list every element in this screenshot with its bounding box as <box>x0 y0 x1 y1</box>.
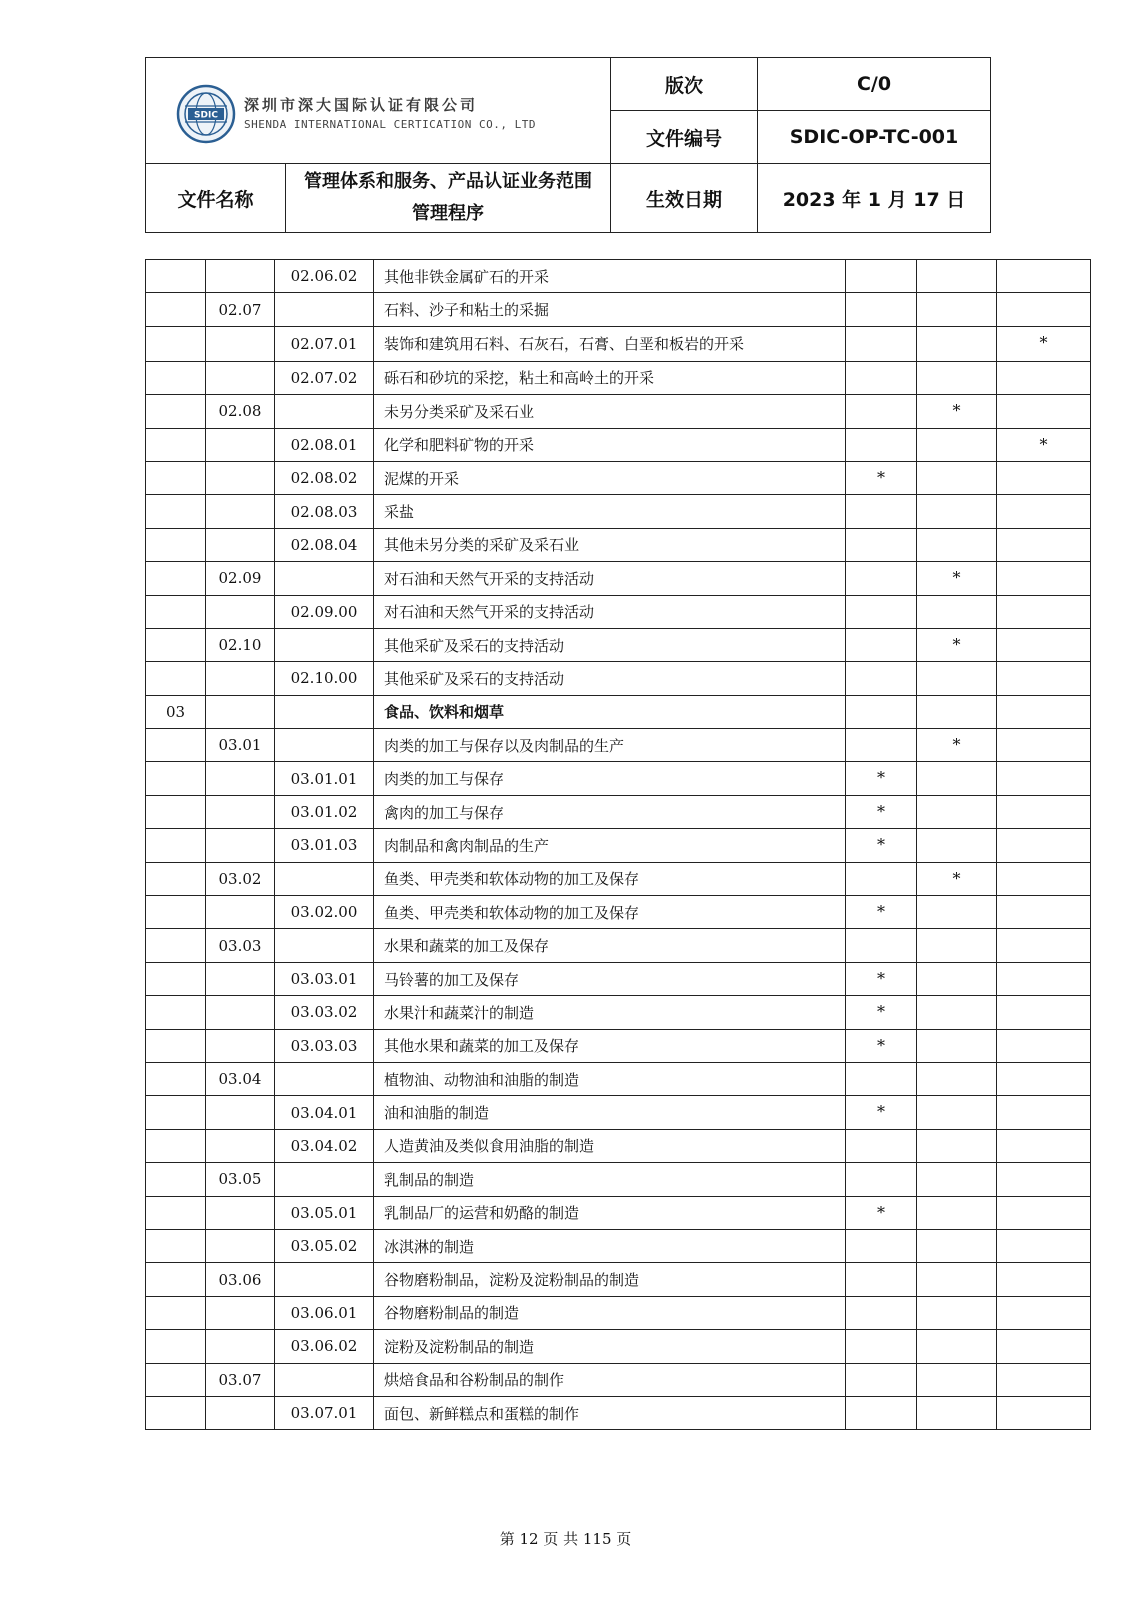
scope-description: 其他未另分类的采矿及采石业 <box>374 528 846 561</box>
scope-description: 冰淇淋的制造 <box>374 1229 846 1262</box>
mark-col-2 <box>917 326 997 361</box>
mark-col-2 <box>917 361 997 394</box>
level2-code <box>206 1296 275 1329</box>
scope-description: 鱼类、甲壳类和软体动物的加工及保存 <box>374 896 846 929</box>
mark-col-3 <box>997 795 1091 828</box>
level1-code <box>146 326 206 361</box>
mark-col-3 <box>997 528 1091 561</box>
level3-code: 03.02.00 <box>275 896 374 929</box>
scope-description: 砾石和砂坑的采挖，粘土和高岭土的开采 <box>374 361 846 394</box>
table-row <box>146 829 1091 862</box>
level2-code <box>206 795 275 828</box>
mark-col-2 <box>917 1229 997 1262</box>
level1-code <box>146 1330 206 1363</box>
mark-col-2 <box>917 695 997 728</box>
scope-description: 面包、新鲜糕点和蛋糕的制作 <box>374 1396 846 1429</box>
mark-col-2 <box>917 293 997 326</box>
level1-code <box>146 528 206 561</box>
level3-code <box>275 1163 374 1196</box>
level1-code <box>146 929 206 962</box>
scope-description: 鱼类、甲壳类和软体动物的加工及保存 <box>374 862 846 895</box>
mark-col-1 <box>846 1330 917 1363</box>
table-row <box>146 628 1091 661</box>
level3-code <box>275 293 374 326</box>
level3-code <box>275 695 374 728</box>
level1-code <box>146 729 206 762</box>
table-row <box>146 1396 1091 1429</box>
level2-code <box>206 260 275 293</box>
mark-col-1 <box>846 1129 917 1162</box>
mark-col-1: * <box>846 795 917 828</box>
mark-col-3 <box>997 361 1091 394</box>
level3-code: 03.04.01 <box>275 1096 374 1129</box>
mark-col-1 <box>846 1263 917 1296</box>
table-row <box>146 996 1091 1029</box>
level2-code: 02.08 <box>206 395 275 428</box>
level3-code: 03.01.03 <box>275 829 374 862</box>
level3-code: 03.01.01 <box>275 762 374 795</box>
level3-code: 03.03.03 <box>275 1029 374 1062</box>
mark-col-1: * <box>846 1196 917 1229</box>
level1-code <box>146 1363 206 1396</box>
mark-col-2: * <box>917 395 997 428</box>
table-row <box>146 1196 1091 1229</box>
level3-code <box>275 395 374 428</box>
mark-col-1 <box>846 528 917 561</box>
level1-code <box>146 1396 206 1429</box>
level1-code <box>146 395 206 428</box>
mark-col-3 <box>997 1196 1091 1229</box>
mark-col-1 <box>846 293 917 326</box>
document-number-label: 文件编号 <box>645 127 722 150</box>
table-row <box>146 293 1091 326</box>
level1-code: 03 <box>146 695 206 728</box>
mark-col-3 <box>997 896 1091 929</box>
mark-col-3 <box>997 762 1091 795</box>
level1-code <box>146 461 206 494</box>
version-label: 版次 <box>664 74 703 97</box>
mark-col-3 <box>997 929 1091 962</box>
mark-col-3 <box>997 829 1091 862</box>
level2-code <box>206 829 275 862</box>
mark-col-3 <box>997 1296 1091 1329</box>
level3-code: 03.03.01 <box>275 962 374 995</box>
level2-code <box>206 1029 275 1062</box>
scope-description: 其他采矿及采石的支持活动 <box>374 628 846 661</box>
mark-col-2 <box>917 1396 997 1429</box>
mark-col-1 <box>846 361 917 394</box>
level1-code <box>146 896 206 929</box>
level2-code: 03.06 <box>206 1263 275 1296</box>
table-row <box>146 662 1091 695</box>
mark-col-2 <box>917 461 997 494</box>
table-row <box>146 395 1091 428</box>
company-name-en: SHENDA INTERNATIONAL CERTICATION CO., LTD <box>244 118 537 131</box>
table-row <box>146 428 1091 461</box>
level1-code <box>146 628 206 661</box>
scope-description: 乳制品厂的运营和奶酪的制造 <box>374 1196 846 1229</box>
effective-date-label: 生效日期 <box>645 188 722 211</box>
scope-description: 采盐 <box>374 495 846 528</box>
level3-code <box>275 628 374 661</box>
level2-code <box>206 1229 275 1262</box>
mark-col-3 <box>997 1062 1091 1095</box>
mark-col-1: * <box>846 461 917 494</box>
mark-col-3 <box>997 962 1091 995</box>
level1-code <box>146 1096 206 1129</box>
level2-code <box>206 762 275 795</box>
level2-code <box>206 996 275 1029</box>
level1-code <box>146 862 206 895</box>
scope-description: 肉制品和禽肉制品的生产 <box>374 829 846 862</box>
table-row <box>146 1229 1091 1262</box>
scope-description: 肉类的加工与保存 <box>374 762 846 795</box>
scope-description: 其他水果和蔬菜的加工及保存 <box>374 1029 846 1062</box>
level1-code <box>146 428 206 461</box>
mark-col-3 <box>997 293 1091 326</box>
level2-code <box>206 326 275 361</box>
mark-col-3 <box>997 595 1091 628</box>
level2-code <box>206 595 275 628</box>
mark-col-2 <box>917 962 997 995</box>
level3-code <box>275 1263 374 1296</box>
mark-col-2 <box>917 1196 997 1229</box>
scope-description: 淀粉及淀粉制品的制造 <box>374 1330 846 1363</box>
mark-col-2 <box>917 595 997 628</box>
level1-code <box>146 762 206 795</box>
scope-description: 水果汁和蔬菜汁的制造 <box>374 996 846 1029</box>
level3-code <box>275 929 374 962</box>
mark-col-2 <box>917 528 997 561</box>
table-row <box>146 260 1091 293</box>
mark-col-1 <box>846 1296 917 1329</box>
table-row <box>146 862 1091 895</box>
scope-description: 对石油和天然气开采的支持活动 <box>374 562 846 595</box>
level3-code: 03.05.02 <box>275 1229 374 1262</box>
level1-code <box>146 1263 206 1296</box>
mark-col-2 <box>917 795 997 828</box>
svg-text:SDIC: SDIC <box>194 110 218 121</box>
level3-code: 02.07.01 <box>275 326 374 361</box>
mark-col-2: * <box>917 862 997 895</box>
mark-col-1: * <box>846 962 917 995</box>
scope-description: 人造黄油及类似食用油脂的制造 <box>374 1129 846 1162</box>
mark-col-2 <box>917 996 997 1029</box>
table-row <box>146 1062 1091 1095</box>
table-row <box>146 1096 1091 1129</box>
level3-code: 02.08.02 <box>275 461 374 494</box>
level2-code <box>206 361 275 394</box>
level2-code: 03.05 <box>206 1163 275 1196</box>
mark-col-3 <box>997 996 1091 1029</box>
level3-code: 02.06.02 <box>275 260 374 293</box>
mark-col-3 <box>997 1229 1091 1262</box>
mark-col-2: * <box>917 628 997 661</box>
scope-description: 装饰和建筑用石料、石灰石，石膏、白垩和板岩的开采 <box>374 326 846 361</box>
mark-col-2 <box>917 662 997 695</box>
table-row <box>146 1363 1091 1396</box>
level1-code <box>146 795 206 828</box>
mark-col-1: * <box>846 996 917 1029</box>
level3-code: 03.06.01 <box>275 1296 374 1329</box>
mark-col-3 <box>997 662 1091 695</box>
mark-col-2 <box>917 1062 997 1095</box>
mark-col-3 <box>997 862 1091 895</box>
effective-date-value: 2023 年 1 月 17 日 <box>782 188 966 211</box>
mark-col-2: * <box>917 562 997 595</box>
level2-code <box>206 461 275 494</box>
mark-col-1 <box>846 929 917 962</box>
mark-col-2 <box>917 1129 997 1162</box>
mark-col-2 <box>917 495 997 528</box>
level1-code <box>146 962 206 995</box>
mark-col-2 <box>917 1096 997 1129</box>
table-row <box>146 1296 1091 1329</box>
mark-col-1 <box>846 628 917 661</box>
version-value: C/0 <box>856 73 892 95</box>
level2-code <box>206 1396 275 1429</box>
table-row <box>146 929 1091 962</box>
page-number: 第 12 页 共 115 页 <box>499 1530 632 1548</box>
table-row <box>146 595 1091 628</box>
scope-description: 烘焙食品和谷粉制品的制作 <box>374 1363 846 1396</box>
mark-col-1 <box>846 428 917 461</box>
level3-code: 03.07.01 <box>275 1396 374 1429</box>
level2-code: 03.03 <box>206 929 275 962</box>
scope-description: 其他非铁金属矿石的开采 <box>374 260 846 293</box>
mark-col-2 <box>917 428 997 461</box>
level1-code <box>146 1062 206 1095</box>
level1-code <box>146 1296 206 1329</box>
mark-col-3 <box>997 495 1091 528</box>
mark-col-2 <box>917 260 997 293</box>
mark-col-1 <box>846 1363 917 1396</box>
level1-code <box>146 996 206 1029</box>
table-row <box>146 795 1091 828</box>
mark-col-2 <box>917 896 997 929</box>
table-row <box>146 1029 1091 1062</box>
mark-col-1 <box>846 1229 917 1262</box>
mark-col-1 <box>846 1396 917 1429</box>
level3-code: 03.01.02 <box>275 795 374 828</box>
scope-description: 食品、饮料和烟草 <box>374 695 846 728</box>
mark-col-2 <box>917 929 997 962</box>
mark-col-2 <box>917 829 997 862</box>
level3-code: 02.08.01 <box>275 428 374 461</box>
level2-code: 03.07 <box>206 1363 275 1396</box>
level3-code <box>275 729 374 762</box>
scope-description: 对石油和天然气开采的支持活动 <box>374 595 846 628</box>
level2-code <box>206 1129 275 1162</box>
level2-code <box>206 1096 275 1129</box>
level2-code: 03.01 <box>206 729 275 762</box>
level3-code: 02.09.00 <box>275 595 374 628</box>
scope-description: 植物油、动物油和油脂的制造 <box>374 1062 846 1095</box>
level2-code <box>206 1196 275 1229</box>
scope-description: 谷物磨粉制品，淀粉及淀粉制品的制造 <box>374 1263 846 1296</box>
mark-col-1 <box>846 1163 917 1196</box>
level3-code: 02.08.03 <box>275 495 374 528</box>
table-row <box>146 495 1091 528</box>
document-name-value: 管理体系和服务、产品认证业务范围管理程序 <box>304 171 592 224</box>
document-name-label: 文件名称 <box>177 188 254 211</box>
scope-description: 水果和蔬菜的加工及保存 <box>374 929 846 962</box>
level2-code <box>206 495 275 528</box>
mark-col-3 <box>997 1330 1091 1363</box>
table-row <box>146 896 1091 929</box>
level3-code: 02.08.04 <box>275 528 374 561</box>
mark-col-1 <box>846 862 917 895</box>
mark-col-3 <box>997 1263 1091 1296</box>
table-row <box>146 762 1091 795</box>
scope-description: 泥煤的开采 <box>374 461 846 494</box>
document-header <box>145 57 991 233</box>
level3-code: 03.06.02 <box>275 1330 374 1363</box>
table-row <box>146 562 1091 595</box>
mark-col-3 <box>997 260 1091 293</box>
mark-col-1: * <box>846 762 917 795</box>
mark-col-1 <box>846 495 917 528</box>
mark-col-2 <box>917 1363 997 1396</box>
level1-code <box>146 260 206 293</box>
mark-col-2 <box>917 1330 997 1363</box>
mark-col-3: * <box>997 428 1091 461</box>
level1-code <box>146 1229 206 1262</box>
scope-description: 谷物磨粉制品的制造 <box>374 1296 846 1329</box>
level3-code <box>275 862 374 895</box>
mark-col-1: * <box>846 1096 917 1129</box>
table-row <box>146 962 1091 995</box>
mark-col-3 <box>997 1163 1091 1196</box>
level3-code: 02.07.02 <box>275 361 374 394</box>
mark-col-3: * <box>997 326 1091 361</box>
table-row <box>146 1263 1091 1296</box>
mark-col-1 <box>846 326 917 361</box>
mark-col-2: * <box>917 729 997 762</box>
scope-description: 禽肉的加工与保存 <box>374 795 846 828</box>
mark-col-3 <box>997 1396 1091 1429</box>
mark-col-3 <box>997 1363 1091 1396</box>
scope-description: 马铃薯的加工及保存 <box>374 962 846 995</box>
scope-description: 石料、沙子和粘土的采掘 <box>374 293 846 326</box>
level1-code <box>146 562 206 595</box>
document-number-value: SDIC-OP-TC-001 <box>789 126 959 148</box>
level2-code <box>206 962 275 995</box>
table-row <box>146 461 1091 494</box>
mark-col-2 <box>917 1263 997 1296</box>
mark-col-1 <box>846 562 917 595</box>
mark-col-3 <box>997 695 1091 728</box>
table-row <box>146 729 1091 762</box>
scope-code-table <box>145 259 1091 1430</box>
mark-col-3 <box>997 395 1091 428</box>
mark-col-3 <box>997 729 1091 762</box>
mark-col-1 <box>846 1062 917 1095</box>
level3-code <box>275 1363 374 1396</box>
table-row <box>146 1163 1091 1196</box>
mark-col-3 <box>997 628 1091 661</box>
level3-code: 03.04.02 <box>275 1129 374 1162</box>
table-row <box>146 1129 1091 1162</box>
level1-code <box>146 1196 206 1229</box>
level2-code <box>206 695 275 728</box>
level2-code <box>206 896 275 929</box>
mark-col-1: * <box>846 1029 917 1062</box>
mark-col-1: * <box>846 829 917 862</box>
level2-code <box>206 662 275 695</box>
mark-col-1 <box>846 595 917 628</box>
level3-code: 03.03.02 <box>275 996 374 1029</box>
level3-code <box>275 562 374 595</box>
level2-code: 03.04 <box>206 1062 275 1095</box>
table-row <box>146 695 1091 728</box>
scope-description: 化学和肥料矿物的开采 <box>374 428 846 461</box>
level2-code: 02.07 <box>206 293 275 326</box>
level1-code <box>146 361 206 394</box>
level1-code <box>146 829 206 862</box>
mark-col-1: * <box>846 896 917 929</box>
level3-code: 02.10.00 <box>275 662 374 695</box>
scope-description: 油和油脂的制造 <box>374 1096 846 1129</box>
mark-col-2 <box>917 762 997 795</box>
level2-code: 03.02 <box>206 862 275 895</box>
table-row <box>146 326 1091 361</box>
mark-col-2 <box>917 1029 997 1062</box>
level1-code <box>146 495 206 528</box>
scope-description: 肉类的加工与保存以及肉制品的生产 <box>374 729 846 762</box>
level2-code <box>206 1330 275 1363</box>
mark-col-3 <box>997 1029 1091 1062</box>
level1-code <box>146 1129 206 1162</box>
scope-description: 未另分类采矿及采石业 <box>374 395 846 428</box>
level1-code <box>146 662 206 695</box>
mark-col-3 <box>997 1096 1091 1129</box>
mark-col-1 <box>846 729 917 762</box>
mark-col-1 <box>846 695 917 728</box>
mark-col-1 <box>846 395 917 428</box>
table-row <box>146 528 1091 561</box>
level1-code <box>146 1163 206 1196</box>
level3-code <box>275 1062 374 1095</box>
mark-col-3 <box>997 1129 1091 1162</box>
level1-code <box>146 1029 206 1062</box>
table-row <box>146 1330 1091 1363</box>
level2-code <box>206 528 275 561</box>
mark-col-1 <box>846 260 917 293</box>
level1-code <box>146 293 206 326</box>
level2-code: 02.10 <box>206 628 275 661</box>
level2-code <box>206 428 275 461</box>
scope-description: 乳制品的制造 <box>374 1163 846 1196</box>
mark-col-2 <box>917 1296 997 1329</box>
scope-description: 其他采矿及采石的支持活动 <box>374 662 846 695</box>
table-row <box>146 361 1091 394</box>
mark-col-2 <box>917 1163 997 1196</box>
level2-code: 02.09 <box>206 562 275 595</box>
mark-col-3 <box>997 562 1091 595</box>
globe-icon <box>176 84 236 144</box>
company-name-cn: 深圳市深大国际认证有限公司 <box>244 96 479 114</box>
level3-code: 03.05.01 <box>275 1196 374 1229</box>
level1-code <box>146 595 206 628</box>
mark-col-3 <box>997 461 1091 494</box>
mark-col-1 <box>846 662 917 695</box>
